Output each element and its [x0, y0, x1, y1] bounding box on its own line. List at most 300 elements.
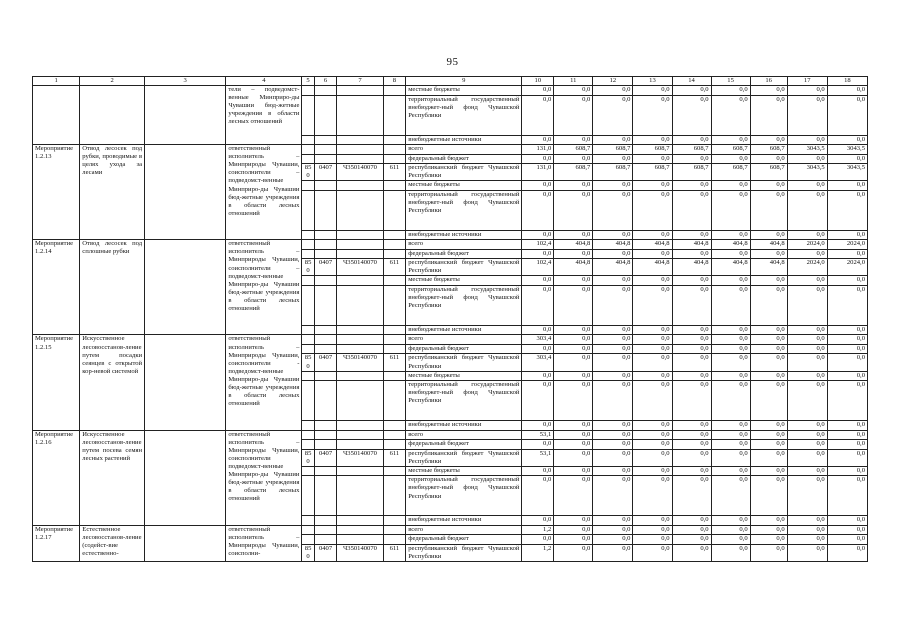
column-number-cell: 8	[383, 77, 406, 86]
funding-source-cell: всего	[406, 430, 522, 440]
value-cell: 0,0	[672, 516, 711, 526]
value-cell: 0,0	[787, 230, 827, 240]
column-number-cell: 4	[226, 77, 302, 86]
value-cell: 0,0	[750, 86, 787, 96]
value-cell: 53,1	[522, 430, 554, 440]
code-rz-cell: 0407	[314, 354, 337, 371]
value-cell: 0,0	[711, 544, 750, 561]
value-cell: 0,0	[522, 381, 554, 421]
value-cell: 608,7	[750, 145, 787, 155]
value-cell: 0,0	[554, 449, 593, 466]
value-cell: 0,0	[672, 544, 711, 561]
value-cell: 0,0	[827, 371, 867, 381]
value-cell: 2024,0	[827, 240, 867, 250]
value-cell: 0,0	[787, 535, 827, 545]
value-cell: 303,4	[522, 354, 554, 371]
value-cell: 0,0	[672, 154, 711, 164]
value-cell: 0,0	[633, 249, 672, 259]
value-cell: 0,0	[554, 181, 593, 191]
value-cell: 2024,0	[787, 259, 827, 276]
code-vr-cell	[383, 371, 406, 381]
value-cell: 0,0	[711, 466, 750, 476]
code-gr-cell	[302, 525, 314, 535]
value-cell: 0,0	[633, 535, 672, 545]
activity-name-cell: Отвод лесосек под сплошные рубки	[80, 240, 145, 335]
code-csr-cell	[337, 335, 383, 345]
executor-cell: ответственный исполнитель – Минприроды Чувашии, соисполнители подведомст-венные Минприро-ды Чувашии бюд-жетные учреждения в области лесных отношений	[226, 430, 302, 525]
value-cell: 0,0	[522, 421, 554, 431]
code-vr-cell	[383, 145, 406, 155]
code-csr-cell: Ч350140070	[337, 259, 383, 276]
value-cell: 0,0	[787, 154, 827, 164]
column-number-cell: 15	[711, 77, 750, 86]
code-rz-cell	[314, 276, 337, 286]
value-cell: 0,0	[711, 421, 750, 431]
value-cell: 0,0	[522, 135, 554, 145]
value-cell: 0,0	[593, 535, 633, 545]
value-cell: 404,8	[554, 259, 593, 276]
value-cell: 404,8	[672, 259, 711, 276]
value-cell: 0,0	[554, 525, 593, 535]
value-cell: 303,4	[522, 335, 554, 345]
value-cell: 0,0	[750, 449, 787, 466]
column-number-cell: 14	[672, 77, 711, 86]
value-cell: 0,0	[593, 344, 633, 354]
funding-source-cell: внебюджетные источники	[406, 135, 522, 145]
value-cell: 0,0	[554, 466, 593, 476]
value-cell: 0,0	[711, 230, 750, 240]
code-vr-cell	[383, 344, 406, 354]
code-csr-cell	[337, 466, 383, 476]
code-csr-cell: Ч350140070	[337, 544, 383, 561]
value-cell: 0,0	[554, 344, 593, 354]
code-gr-cell	[302, 440, 314, 450]
table-row	[33, 335, 868, 345]
value-cell: 102,4	[522, 259, 554, 276]
value-cell: 0,0	[787, 430, 827, 440]
value-cell: 0,0	[554, 440, 593, 450]
code-csr-cell	[337, 325, 383, 335]
value-cell: 0,0	[711, 525, 750, 535]
value-cell: 0,0	[787, 544, 827, 561]
value-cell: 0,0	[554, 135, 593, 145]
funding-source-cell: федеральный бюджет	[406, 154, 522, 164]
activity-name-cell: Искусственное лесовосстанов-ление путем посева семян лесных растений	[80, 430, 145, 525]
value-cell: 0,0	[633, 276, 672, 286]
value-cell: 2024,0	[787, 240, 827, 250]
value-cell: 0,0	[554, 86, 593, 96]
value-cell: 0,0	[827, 86, 867, 96]
code-gr-cell	[302, 344, 314, 354]
value-cell: 608,7	[750, 164, 787, 181]
funding-source-cell: территориальный государственный внебюджет-ный фонд Чувашской Республики	[406, 95, 522, 135]
column-number-row	[33, 77, 868, 86]
value-cell: 0,0	[827, 325, 867, 335]
value-cell: 0,0	[827, 516, 867, 526]
activity-number-cell: Мероприятие 1.2.15	[33, 335, 80, 430]
activity-number-cell: Мероприятие 1.2.16	[33, 430, 80, 525]
value-cell: 0,0	[633, 190, 672, 230]
value-cell: 0,0	[827, 466, 867, 476]
value-cell: 0,0	[593, 95, 633, 135]
value-cell: 0,0	[672, 421, 711, 431]
code-rz-cell	[314, 516, 337, 526]
activity-name-cell: Естественное лесовосстанов-ление (содейст-вие естественно-	[80, 525, 145, 561]
value-cell: 1,2	[522, 525, 554, 535]
value-cell: 0,0	[750, 135, 787, 145]
value-cell: 0,0	[787, 344, 827, 354]
funding-source-cell: всего	[406, 525, 522, 535]
value-cell: 0,0	[787, 440, 827, 450]
value-cell: 608,7	[672, 164, 711, 181]
value-cell: 404,8	[711, 259, 750, 276]
value-cell: 0,0	[787, 466, 827, 476]
value-cell: 608,7	[554, 164, 593, 181]
code-rz-cell	[314, 476, 337, 516]
value-cell: 0,0	[554, 516, 593, 526]
code-rz-cell: 0407	[314, 544, 337, 561]
funding-source-cell: территориальный государственный внебюджет-ный фонд Чувашской Республики	[406, 190, 522, 230]
code-csr-cell	[337, 440, 383, 450]
code-csr-cell	[337, 421, 383, 431]
value-cell: 0,0	[593, 285, 633, 325]
code-vr-cell	[383, 421, 406, 431]
value-cell: 102,4	[522, 240, 554, 250]
value-cell: 404,8	[750, 240, 787, 250]
value-cell: 0,0	[554, 381, 593, 421]
funding-source-cell: всего	[406, 145, 522, 155]
value-cell: 0,0	[522, 535, 554, 545]
value-cell: 0,0	[750, 230, 787, 240]
value-cell: 404,8	[711, 240, 750, 250]
value-cell: 0,0	[672, 466, 711, 476]
value-cell: 0,0	[554, 276, 593, 286]
code-gr-cell	[302, 516, 314, 526]
goal-cell	[145, 430, 226, 525]
value-cell: 0,0	[593, 466, 633, 476]
activity-number-cell: Мероприятие 1.2.14	[33, 240, 80, 335]
goal-cell	[145, 86, 226, 145]
code-rz-cell	[314, 430, 337, 440]
value-cell: 0,0	[750, 440, 787, 450]
code-gr-cell	[302, 249, 314, 259]
code-vr-cell	[383, 440, 406, 450]
code-csr-cell	[337, 240, 383, 250]
value-cell: 0,0	[522, 325, 554, 335]
code-gr-cell: 850	[302, 164, 314, 181]
code-gr-cell: 850	[302, 354, 314, 371]
value-cell: 0,0	[711, 86, 750, 96]
code-rz-cell	[314, 466, 337, 476]
value-cell: 404,8	[593, 240, 633, 250]
value-cell: 0,0	[672, 276, 711, 286]
code-vr-cell	[383, 249, 406, 259]
value-cell: 0,0	[750, 421, 787, 431]
value-cell: 0,0	[750, 535, 787, 545]
value-cell: 0,0	[554, 421, 593, 431]
value-cell: 0,0	[554, 95, 593, 135]
code-gr-cell	[302, 476, 314, 516]
value-cell: 0,0	[633, 466, 672, 476]
value-cell: 0,0	[827, 430, 867, 440]
funding-source-cell: внебюджетные источники	[406, 421, 522, 431]
table-row	[33, 525, 868, 535]
code-rz-cell: 0407	[314, 259, 337, 276]
column-number-cell: 13	[633, 77, 672, 86]
value-cell: 0,0	[787, 335, 827, 345]
code-gr-cell	[302, 86, 314, 96]
funding-source-cell: внебюджетные источники	[406, 516, 522, 526]
value-cell: 0,0	[633, 381, 672, 421]
column-number-cell: 7	[337, 77, 383, 86]
column-number-cell: 16	[750, 77, 787, 86]
value-cell: 0,0	[711, 381, 750, 421]
column-number-cell: 17	[787, 77, 827, 86]
value-cell: 0,0	[711, 354, 750, 371]
value-cell: 0,0	[672, 285, 711, 325]
funding-source-cell: федеральный бюджет	[406, 535, 522, 545]
funding-source-cell: всего	[406, 335, 522, 345]
value-cell: 0,0	[593, 154, 633, 164]
funding-source-cell: республиканский бюджет Чувашской Республики	[406, 259, 522, 276]
code-vr-cell	[383, 276, 406, 286]
code-gr-cell	[302, 181, 314, 191]
value-cell: 0,0	[672, 344, 711, 354]
code-csr-cell	[337, 181, 383, 191]
value-cell: 0,0	[522, 95, 554, 135]
code-gr-cell: 850	[302, 449, 314, 466]
code-gr-cell: 850	[302, 259, 314, 276]
value-cell: 0,0	[827, 335, 867, 345]
funding-source-cell: республиканский бюджет Чувашской Республики	[406, 164, 522, 181]
value-cell: 0,0	[711, 440, 750, 450]
value-cell: 0,0	[711, 516, 750, 526]
value-cell: 0,0	[750, 335, 787, 345]
value-cell: 0,0	[787, 325, 827, 335]
value-cell: 0,0	[554, 190, 593, 230]
value-cell: 0,0	[827, 449, 867, 466]
value-cell: 0,0	[522, 476, 554, 516]
code-csr-cell: Ч350140070	[337, 354, 383, 371]
code-vr-cell	[383, 190, 406, 230]
code-vr-cell	[383, 154, 406, 164]
value-cell: 0,0	[633, 371, 672, 381]
funding-source-cell: внебюджетные источники	[406, 230, 522, 240]
code-rz-cell	[314, 325, 337, 335]
value-cell: 0,0	[522, 249, 554, 259]
value-cell: 0,0	[711, 181, 750, 191]
value-cell: 0,0	[522, 371, 554, 381]
code-vr-cell	[383, 230, 406, 240]
code-vr-cell: 611	[383, 544, 406, 561]
value-cell: 0,0	[827, 135, 867, 145]
value-cell: 131,0	[522, 145, 554, 155]
value-cell: 0,0	[787, 421, 827, 431]
value-cell: 608,7	[554, 145, 593, 155]
column-number-cell: 12	[593, 77, 633, 86]
value-cell: 608,7	[711, 145, 750, 155]
column-number-cell: 3	[145, 77, 226, 86]
code-gr-cell	[302, 421, 314, 431]
value-cell: 0,0	[522, 181, 554, 191]
value-cell: 0,0	[593, 381, 633, 421]
table-row	[33, 145, 868, 155]
code-rz-cell	[314, 371, 337, 381]
value-cell: 0,0	[750, 430, 787, 440]
value-cell: 0,0	[633, 154, 672, 164]
value-cell: 3043,5	[827, 164, 867, 181]
value-cell: 0,0	[827, 344, 867, 354]
code-csr-cell	[337, 230, 383, 240]
code-rz-cell	[314, 440, 337, 450]
value-cell: 0,0	[750, 516, 787, 526]
column-number-cell: 9	[406, 77, 522, 86]
value-cell: 0,0	[711, 325, 750, 335]
code-rz-cell	[314, 421, 337, 431]
activity-number-cell: Мероприятие 1.2.13	[33, 145, 80, 240]
value-cell: 0,0	[672, 525, 711, 535]
value-cell: 0,0	[711, 276, 750, 286]
code-csr-cell	[337, 135, 383, 145]
value-cell: 0,0	[827, 476, 867, 516]
code-rz-cell	[314, 86, 337, 96]
code-rz-cell	[314, 154, 337, 164]
funding-source-cell: республиканский бюджет Чувашской Республики	[406, 544, 522, 561]
code-gr-cell	[302, 381, 314, 421]
value-cell: 404,8	[633, 240, 672, 250]
value-cell: 0,0	[827, 421, 867, 431]
value-cell: 0,0	[672, 476, 711, 516]
funding-source-cell: федеральный бюджет	[406, 440, 522, 450]
value-cell: 0,0	[554, 154, 593, 164]
column-number-cell: 6	[314, 77, 337, 86]
code-csr-cell	[337, 95, 383, 135]
table-row	[33, 430, 868, 440]
value-cell: 0,0	[711, 344, 750, 354]
value-cell: 0,0	[554, 354, 593, 371]
value-cell: 0,0	[827, 381, 867, 421]
value-cell: 0,0	[711, 476, 750, 516]
goal-cell	[145, 240, 226, 335]
value-cell: 0,0	[827, 544, 867, 561]
funding-source-cell: местные бюджеты	[406, 276, 522, 286]
value-cell: 0,0	[750, 154, 787, 164]
code-vr-cell	[383, 181, 406, 191]
code-gr-cell	[302, 190, 314, 230]
value-cell: 0,0	[554, 285, 593, 325]
value-cell: 0,0	[633, 135, 672, 145]
value-cell: 0,0	[750, 249, 787, 259]
value-cell: 0,0	[593, 190, 633, 230]
code-rz-cell	[314, 335, 337, 345]
value-cell: 0,0	[522, 190, 554, 230]
value-cell: 0,0	[593, 516, 633, 526]
code-rz-cell: 0407	[314, 164, 337, 181]
code-csr-cell	[337, 190, 383, 230]
code-csr-cell	[337, 516, 383, 526]
value-cell: 0,0	[633, 285, 672, 325]
column-number-cell: 18	[827, 77, 867, 86]
activity-name-cell	[80, 86, 145, 145]
value-cell: 3043,5	[787, 145, 827, 155]
code-vr-cell: 611	[383, 449, 406, 466]
value-cell: 0,0	[827, 154, 867, 164]
value-cell: 0,0	[787, 449, 827, 466]
value-cell: 0,0	[711, 430, 750, 440]
value-cell: 0,0	[827, 190, 867, 230]
value-cell: 0,0	[593, 544, 633, 561]
funding-source-cell: всего	[406, 240, 522, 250]
code-csr-cell	[337, 381, 383, 421]
code-vr-cell: 611	[383, 259, 406, 276]
value-cell: 0,0	[787, 516, 827, 526]
value-cell: 0,0	[672, 181, 711, 191]
value-cell: 0,0	[750, 276, 787, 286]
goal-cell	[145, 525, 226, 561]
value-cell: 0,0	[522, 466, 554, 476]
value-cell: 0,0	[633, 430, 672, 440]
value-cell: 404,8	[554, 240, 593, 250]
value-cell: 0,0	[522, 230, 554, 240]
value-cell: 2024,0	[827, 259, 867, 276]
value-cell: 0,0	[593, 440, 633, 450]
value-cell: 0,0	[711, 135, 750, 145]
funding-source-cell: внебюджетные источники	[406, 325, 522, 335]
value-cell: 0,0	[554, 335, 593, 345]
value-cell: 0,0	[633, 181, 672, 191]
funding-source-cell: территориальный государственный внебюджет-ный фонд Чувашской Республики	[406, 285, 522, 325]
value-cell: 0,0	[750, 181, 787, 191]
code-csr-cell	[337, 344, 383, 354]
value-cell: 0,0	[554, 544, 593, 561]
value-cell: 0,0	[750, 285, 787, 325]
value-cell: 0,0	[750, 381, 787, 421]
value-cell: 0,0	[787, 354, 827, 371]
funding-source-cell: территориальный государственный внебюджет-ный фонд Чувашской Республики	[406, 381, 522, 421]
value-cell: 0,0	[593, 276, 633, 286]
code-vr-cell	[383, 535, 406, 545]
code-vr-cell	[383, 476, 406, 516]
value-cell: 0,0	[672, 86, 711, 96]
code-csr-cell	[337, 145, 383, 155]
value-cell: 608,7	[633, 145, 672, 155]
value-cell: 0,0	[827, 285, 867, 325]
code-vr-cell	[383, 325, 406, 335]
value-cell: 0,0	[593, 476, 633, 516]
value-cell: 0,0	[672, 230, 711, 240]
activity-number-cell	[33, 86, 80, 145]
value-cell: 0,0	[672, 535, 711, 545]
code-csr-cell	[337, 535, 383, 545]
value-cell: 0,0	[522, 276, 554, 286]
value-cell: 0,0	[633, 421, 672, 431]
value-cell: 404,8	[672, 240, 711, 250]
code-gr-cell: 850	[302, 544, 314, 561]
value-cell: 0,0	[750, 354, 787, 371]
code-vr-cell	[383, 516, 406, 526]
code-vr-cell	[383, 86, 406, 96]
code-rz-cell	[314, 240, 337, 250]
value-cell: 0,0	[787, 525, 827, 535]
value-cell: 404,8	[593, 259, 633, 276]
code-rz-cell	[314, 525, 337, 535]
value-cell: 0,0	[750, 476, 787, 516]
value-cell: 0,0	[750, 344, 787, 354]
value-cell: 0,0	[672, 190, 711, 230]
goal-cell	[145, 335, 226, 430]
value-cell: 3043,5	[787, 164, 827, 181]
value-cell: 0,0	[522, 344, 554, 354]
